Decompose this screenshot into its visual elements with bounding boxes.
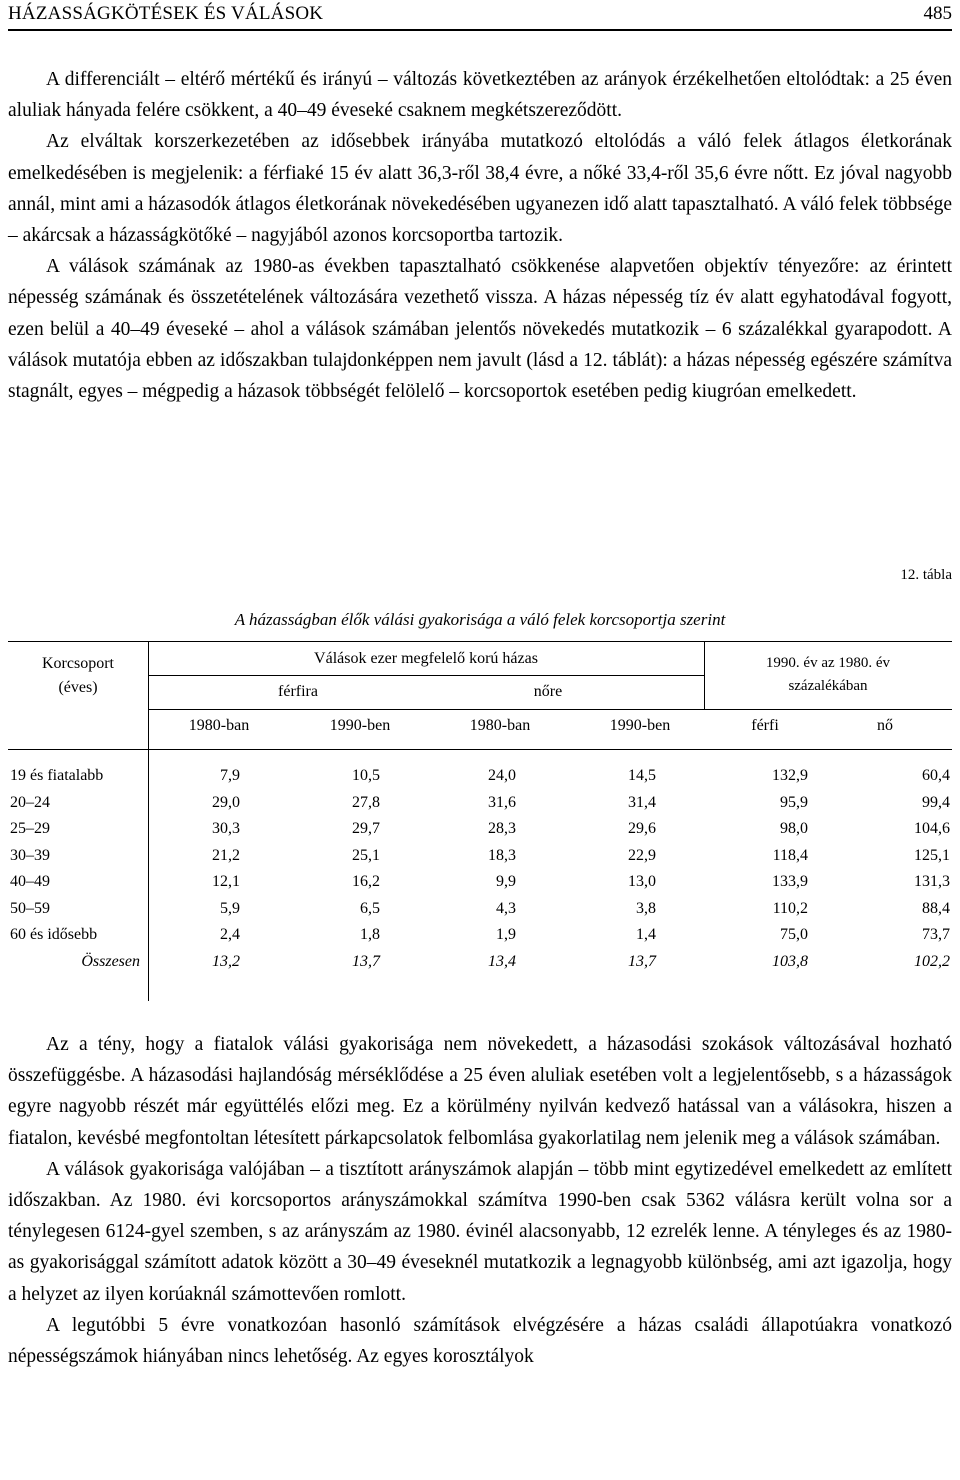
table-number-label: 12. tábla [900,567,952,583]
col-header-1990-men: 1990-ben [329,717,391,734]
running-title: HÁZASSÁGKÖTÉSEK ÉS VÁLÁSOK [8,3,324,24]
row-label: 25–29 [10,820,50,837]
table-cell: 95,9 [780,794,808,811]
table-cell: 1,9 [496,926,516,943]
table-cell: 99,4 [922,794,950,811]
table-cell: 13,2 [212,953,240,970]
table-cell: 30,3 [212,820,240,837]
paragraph: Az a tény, hogy a fiatalok válási gyakorisága nem növekedett, a házasodási szokások változásával hozható összefüggésbe. A házasodási hajlandóság mérséklődése a 25 éven aluliak esetében volt a legjelentősebb, s a házasságok egyre nagyobb részét már együttélés előzi meg. Ez a körülmény nyilván kedvező hatással van a válásokra, hiszen a fiatalon, kevésbé megfontoltan létesített párkapcsolatok felbomlása gyakorlatilag nem jelenik meg a válások számában. [8,1034,952,1149]
page-header [8,0,952,30]
row-label: 40–49 [10,873,50,890]
col-header-ratio-men: férfi [751,717,779,734]
paragraph: A válások gyakorisága valójában – a tisztított arányszámok alapján – több mint egytizedével emelkedett az említett időszakban. Az 1980. évi korcsoportos arányszámokkal számítva 1990-ben csak 5362 válásra került volna sor a ténylegesen 6124-gyel szemben, s az arányszám az 1980. évinél alacsonyabb, 12 ezrelék lenne. A tényleges és az 1980-as gyakorisággal számított adatok között a 30–49 éveseknél mutatkozik a legnagyobb különbség, ami azt igazolja, hogy a helyzet az ilyen korúaknál számottevően romlott. [8,1158,952,1305]
table-cell: 1,8 [360,926,380,943]
table-cell: 88,4 [922,900,950,917]
table-cell: 1,4 [636,926,656,943]
men-header: férfira [278,683,318,700]
row-label: Összesen [81,953,140,970]
row-label: 50–59 [10,900,50,917]
table-cell: 18,3 [488,847,516,864]
table-title: A házasságban élők válási gyakorisága a váló felek korcsoportja szerint [234,610,726,629]
table-row [8,873,952,899]
table-cell: 13,7 [628,953,656,970]
ratio-header-line2: százalékában [788,678,868,694]
page-number: 485 [923,3,952,24]
table-header-rule [8,749,952,750]
column-header-rule [148,709,952,710]
table-cell: 29,7 [352,820,380,837]
women-header: nőre [533,683,563,700]
paragraph: A differenciált – eltérő mértékű és irányú – változás következtében az arányok érzékelhetően eltolódtak: a 25 éven aluliak hányada felére csökkent, a 40–49 éveseké csaknem megkétszereződött. [8,69,952,122]
table-row [8,926,952,952]
subheader-rule [148,675,704,676]
table-cell: 118,4 [772,847,808,864]
table-cell: 75,0 [780,926,808,943]
col-header-1990-women: 1990-ben [609,717,671,734]
table-cell: 28,3 [488,820,516,837]
table-cell: 104,6 [914,820,950,837]
table-cell: 21,2 [212,847,240,864]
table-cell: 132,9 [772,767,808,784]
table-cell: 110,2 [772,900,808,917]
table-cell: 13,7 [352,953,380,970]
table-cell: 4,3 [496,900,516,917]
bottom-text-block [8,1029,952,1372]
age-unit-header: (éves) [58,679,98,696]
table-cell: 22,9 [628,847,656,864]
table-top-rule [8,641,952,642]
table-cell: 31,6 [488,794,516,811]
table-cell: 14,5 [628,767,656,784]
column-divider [704,641,705,709]
table-cell: 31,4 [628,794,656,811]
table-cell: 24,0 [488,767,516,784]
table-row [8,794,952,820]
paragraph: A legutóbbi 5 évre vonatkozóan hasonló számítások elvégzésére a házas családi állapotúakra vonatkozó népességszámok hiányában nincs lehetőség. Az egyes korosztályok [8,1314,952,1368]
age-group-header: Korcsoport [42,655,114,672]
table-cell: 29,6 [628,820,656,837]
table-cell: 9,9 [496,873,516,890]
table-cell: 7,9 [220,767,240,784]
row-label: 20–24 [10,794,50,811]
table-cell: 131,3 [914,873,950,890]
header-rule [8,29,952,31]
table-row [8,900,952,926]
table-cell: 98,0 [780,820,808,837]
table-cell: 60,4 [922,767,950,784]
top-text-block [8,64,952,407]
col-header-1980-women: 1980-ban [469,717,531,734]
paragraph: Az elváltak korszerkezetében az idősebbek irányába mutatkozó eltolódás a váló felek átlagos életkorának emelkedésében is megjelenik: a férfiaké 15 év alatt 36,3-ről 38,4 évre, a nőké 33,4-ről 35,6 évre nőtt. Ez jóval nagyobb annál, mint ami a házasodók átlagos életkorának növekedésében ugyanezen idő alatt tapasztalható. A váló felek többsége – akárcsak a házasságkötőké – nagyjából azonos korcsoportba tartozik. [8,131,952,247]
table-cell: 27,8 [352,794,380,811]
table-cell: 6,5 [360,900,380,917]
paragraph: A válások számának az 1980-as években tapasztalható csökkenése alapvetően objektív tényezőre: az érintett népesség számának és összetételének változására vezethető vissza. A házas népesség tíz év alatt egyhatodával fogyott, ezen belül a 40–49 éveseké – ahol a válások számában jelentős növekedés mutatkozik – 6 százalékkal gyarapodott. A válások mutatója ebben az időszakban tulajdonképpen nem javult (lásd a 12. táblát): a házas népesség egészére számítva stagnált, egyes – mégpedig a házasok többségét felölelő – korcsoportok esetében pedig kiugróan emelkedett. [8,256,952,403]
table-cell: 133,9 [772,873,808,890]
table-cell: 13,4 [488,953,516,970]
row-label: 60 és idősebb [10,926,98,943]
col-header-1980-men: 1980-ban [188,717,250,734]
table-cell: 103,8 [772,953,808,970]
table-cell: 10,5 [352,767,380,784]
table-cell: 3,8 [636,900,656,917]
row-label: 19 és fiatalabb [10,767,104,784]
table-row [8,847,952,873]
table-row [8,767,952,793]
table-row [8,820,952,846]
table-cell: 5,9 [220,900,240,917]
table-cell: 16,2 [352,873,380,890]
table-total-row [8,953,952,979]
table-cell: 125,1 [914,847,950,864]
table-cell: 12,1 [212,873,240,890]
row-label: 30–39 [10,847,50,864]
table-cell: 2,4 [220,926,240,943]
divorce-rate-header: Válások ezer megfelelő korú házas [314,650,538,667]
table-cell: 102,2 [914,953,950,970]
ratio-header-line1: 1990. év az 1980. év [765,655,891,671]
table-cell: 13,0 [628,873,656,890]
statistics-table [8,641,952,1001]
table-cell: 29,0 [212,794,240,811]
table-cell: 73,7 [922,926,950,943]
col-header-ratio-women: nő [877,717,893,734]
table-cell: 25,1 [352,847,380,864]
